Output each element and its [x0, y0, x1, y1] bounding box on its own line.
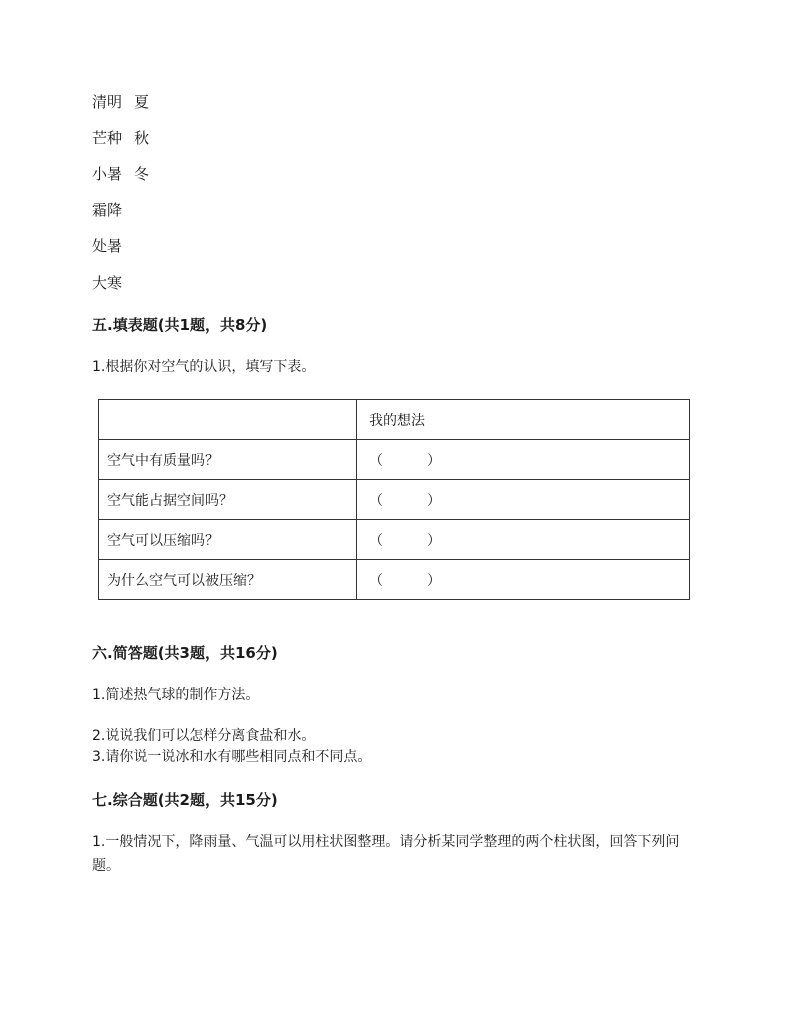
- blank-close: ）: [427, 532, 441, 549]
- pair-left: 小暑: [92, 165, 123, 183]
- blank-close: ）: [427, 492, 441, 509]
- table-row: [99, 480, 690, 520]
- table-row: [99, 520, 690, 560]
- pair-left: 清明: [92, 93, 123, 111]
- blank-close: ）: [427, 452, 441, 469]
- table-question-cell: 空气可以压缩吗？: [99, 520, 357, 560]
- table-row: [99, 440, 690, 480]
- blank-open: （: [369, 532, 383, 549]
- section-heading: 五.填表题(共1题，共8分): [92, 316, 268, 334]
- pair-row: [92, 128, 149, 148]
- table-question-cell: 空气中有质量吗？: [99, 440, 357, 480]
- pair-right: 冬: [134, 165, 150, 183]
- blank-open: （: [369, 452, 383, 469]
- question-text: 1.简述热气球的制作方法。: [92, 687, 260, 703]
- table-header-cell: 我的想法: [357, 400, 690, 440]
- answer-blank-cell[interactable]: [357, 560, 690, 600]
- section-heading: 六.简答题(共3题，共16分): [92, 644, 278, 662]
- pair-left: 处暑: [92, 237, 123, 255]
- question-text: 2.说说我们可以怎样分离食盐和水。: [92, 728, 316, 744]
- blank-close: ）: [427, 572, 441, 589]
- answer-blank-cell[interactable]: [357, 520, 690, 560]
- table-question-cell: 为什么空气可以被压缩？: [99, 560, 357, 600]
- answer-blank-cell[interactable]: [357, 480, 690, 520]
- blank-open: （: [369, 572, 383, 589]
- pair-row: [92, 200, 134, 220]
- pair-row: [92, 164, 149, 184]
- answer-blank-cell[interactable]: [357, 440, 690, 480]
- pair-row: [92, 92, 149, 112]
- pair-row: [92, 273, 134, 293]
- pair-right: 秋: [134, 129, 150, 147]
- pair-right: 夏: [134, 93, 150, 111]
- table-header-row: [99, 400, 690, 440]
- pair-left: 芒种: [92, 129, 123, 147]
- pair-left: 大寒: [92, 274, 123, 292]
- section-heading: 七.综合题(共2题，共15分): [92, 791, 278, 809]
- table-row: [99, 560, 690, 600]
- table-header-cell: [99, 400, 357, 440]
- blank-open: （: [369, 492, 383, 509]
- pair-left: 霜降: [92, 201, 123, 219]
- question-text: 1.根据你对空气的认识，填写下表。: [92, 359, 316, 375]
- question-text: 3.请你说一说冰和水有哪些相同点和不同点。: [92, 749, 372, 765]
- table-question-cell: 空气能占据空间吗？: [99, 480, 357, 520]
- question-text: 1.一般情况下，降雨量、气温可以用柱状图整理。请分析某同学整理的两个柱状图，回答下列问题。: [92, 834, 680, 874]
- fill-in-table: [98, 399, 690, 600]
- pair-row: [92, 236, 134, 256]
